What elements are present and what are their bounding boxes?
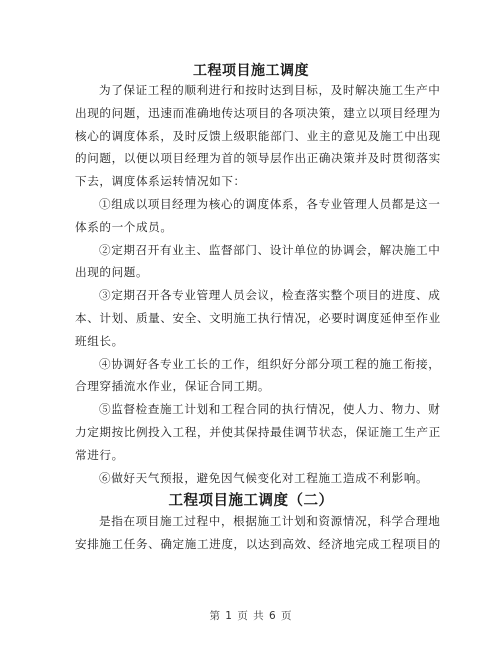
- list-item-5-line: 力定期按比例投入工程，并使其保持最佳调节状态，保证施工生产正: [75, 424, 441, 439]
- paragraph-line: 核心的调度体系，及时反馈上级职能部门、业主的意见及施工中出现: [75, 128, 441, 143]
- section-2-title: 工程项目施工调度（二）: [168, 493, 334, 509]
- paragraph-line: 下去，调度体系运转情况如下：: [75, 174, 246, 189]
- list-item-3-line: 本、计划、质量、安全、文明施工执行情况，必要时调度延伸至作业: [75, 310, 441, 325]
- list-item-1-line: 体系的一个成员。: [75, 219, 173, 234]
- list-item-3-line: 班组长。: [75, 333, 124, 348]
- paragraph-line: 安排施工任务、确定施工进度，以达到高效、经济地完成工程项目的: [75, 536, 441, 551]
- list-item-5-line: 常进行。: [75, 447, 124, 462]
- list-item-4-line: ④协调好各专业工长的工作，组织好分部分项工程的施工衔接，: [99, 356, 441, 371]
- page-number-footer: 第 1 页 共 6 页: [209, 610, 293, 622]
- list-item-3-line: ③定期召开各专业管理人员会议，检查落实整个项目的进度、成: [99, 288, 441, 303]
- section-2-body: [75, 510, 441, 556]
- paragraph-line: 出现的问题，迅速而准确地传达项目的各项决策，建立以项目经理为: [75, 105, 441, 120]
- list-item-2-line: ②定期召开有业主、监督部门、设计单位的协调会，解决施工中: [99, 242, 441, 257]
- section-1-body: [75, 79, 441, 489]
- list-item-2-line: 出现的问题。: [75, 265, 149, 280]
- list-item-6-line: ⑥做好天气预报，避免因气候变化对工程施工造成不利影响。: [99, 470, 429, 485]
- list-item-4-line: 合理穿插流水作业，保证合同工期。: [75, 379, 271, 394]
- paragraph-line: 为了保证工程的顺利进行和按时达到目标，及时解决施工生产中: [99, 83, 441, 97]
- paragraph-line: 的问题，以便以项目经理为首的领导层作出正确决策并及时贯彻落实: [75, 151, 441, 166]
- paragraph-line: 是指在项目施工过程中，根据施工计划和资源情况，科学合理地: [99, 514, 441, 528]
- document-title: 工程项目施工调度: [193, 63, 309, 79]
- list-item-1-line: ①组成以项目经理为核心的调度体系，各专业管理人员都是这一: [99, 196, 441, 211]
- list-item-5-line: ⑤监督检查施工计划和工程合同的执行情况，使人力、物力、财: [99, 402, 441, 417]
